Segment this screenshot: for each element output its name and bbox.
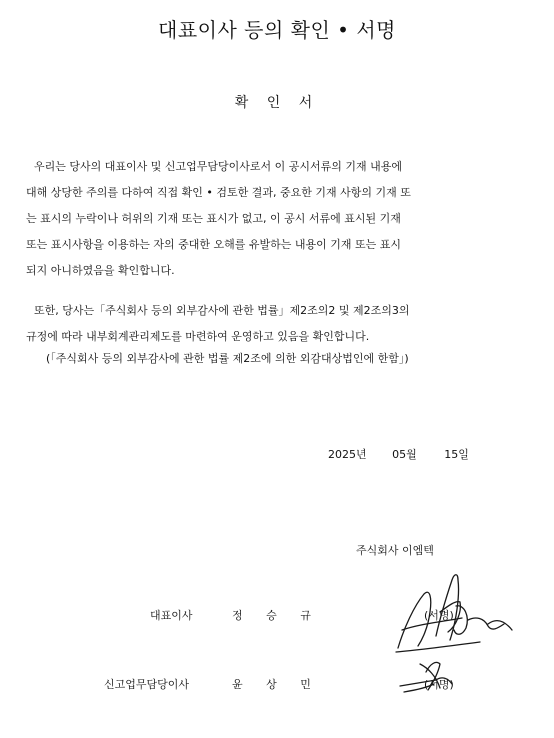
scope-note: (「주식회사 등의 외부감사에 관한 법률 제2조에 의한 외감대상법인에 한함」) bbox=[46, 352, 409, 365]
paragraph-line: 규정에 따라 내부회계관리제도를 마련하여 운영하고 있음을 확인합니다. bbox=[26, 330, 370, 343]
paragraph-line: 우리는 당사의 대표이사 및 신고업무담당이사로서 이 공시서류의 기재 내용에 bbox=[34, 160, 403, 173]
page-title: 대표이사 등의 확인 • 서명 bbox=[158, 18, 396, 42]
paragraph-line: 대해 상당한 주의를 다하여 직접 확인 • 검토한 결과, 중요한 기재 사항의 기재 또 bbox=[26, 186, 411, 199]
signatory-role: 대표이사 bbox=[150, 609, 193, 622]
paragraph-line: 되지 아니하였음을 확인합니다. bbox=[26, 264, 175, 277]
signatory-role: 신고업무담당이사 bbox=[104, 678, 190, 691]
date-month: 05월 bbox=[392, 448, 417, 461]
document-subtitle: 확 인 서 bbox=[234, 95, 320, 111]
paragraph-line: 또한, 당사는「주식회사 등의 외부감사에 관한 법률」제2조의2 및 제2조의3의 bbox=[34, 304, 410, 317]
date-day: 15일 bbox=[444, 448, 469, 461]
paragraph-line: 또는 표시사항을 이용하는 자의 중대한 오해를 유발하는 내용이 기재 또는 표시 bbox=[26, 238, 401, 251]
signature-label: (서명) bbox=[424, 678, 454, 691]
signatory-name: 정 승 규 bbox=[232, 609, 321, 622]
date-year: 2025년 bbox=[328, 448, 367, 461]
company-name: 주식회사 이엠텍 bbox=[356, 544, 434, 557]
signature-label: (서명) bbox=[424, 609, 454, 622]
paragraph-line: 는 표시의 누락이나 허위의 기재 또는 표시가 없고, 이 공시 서류에 표시된 기재 bbox=[26, 212, 401, 225]
signatory-name: 윤 상 민 bbox=[232, 678, 321, 691]
